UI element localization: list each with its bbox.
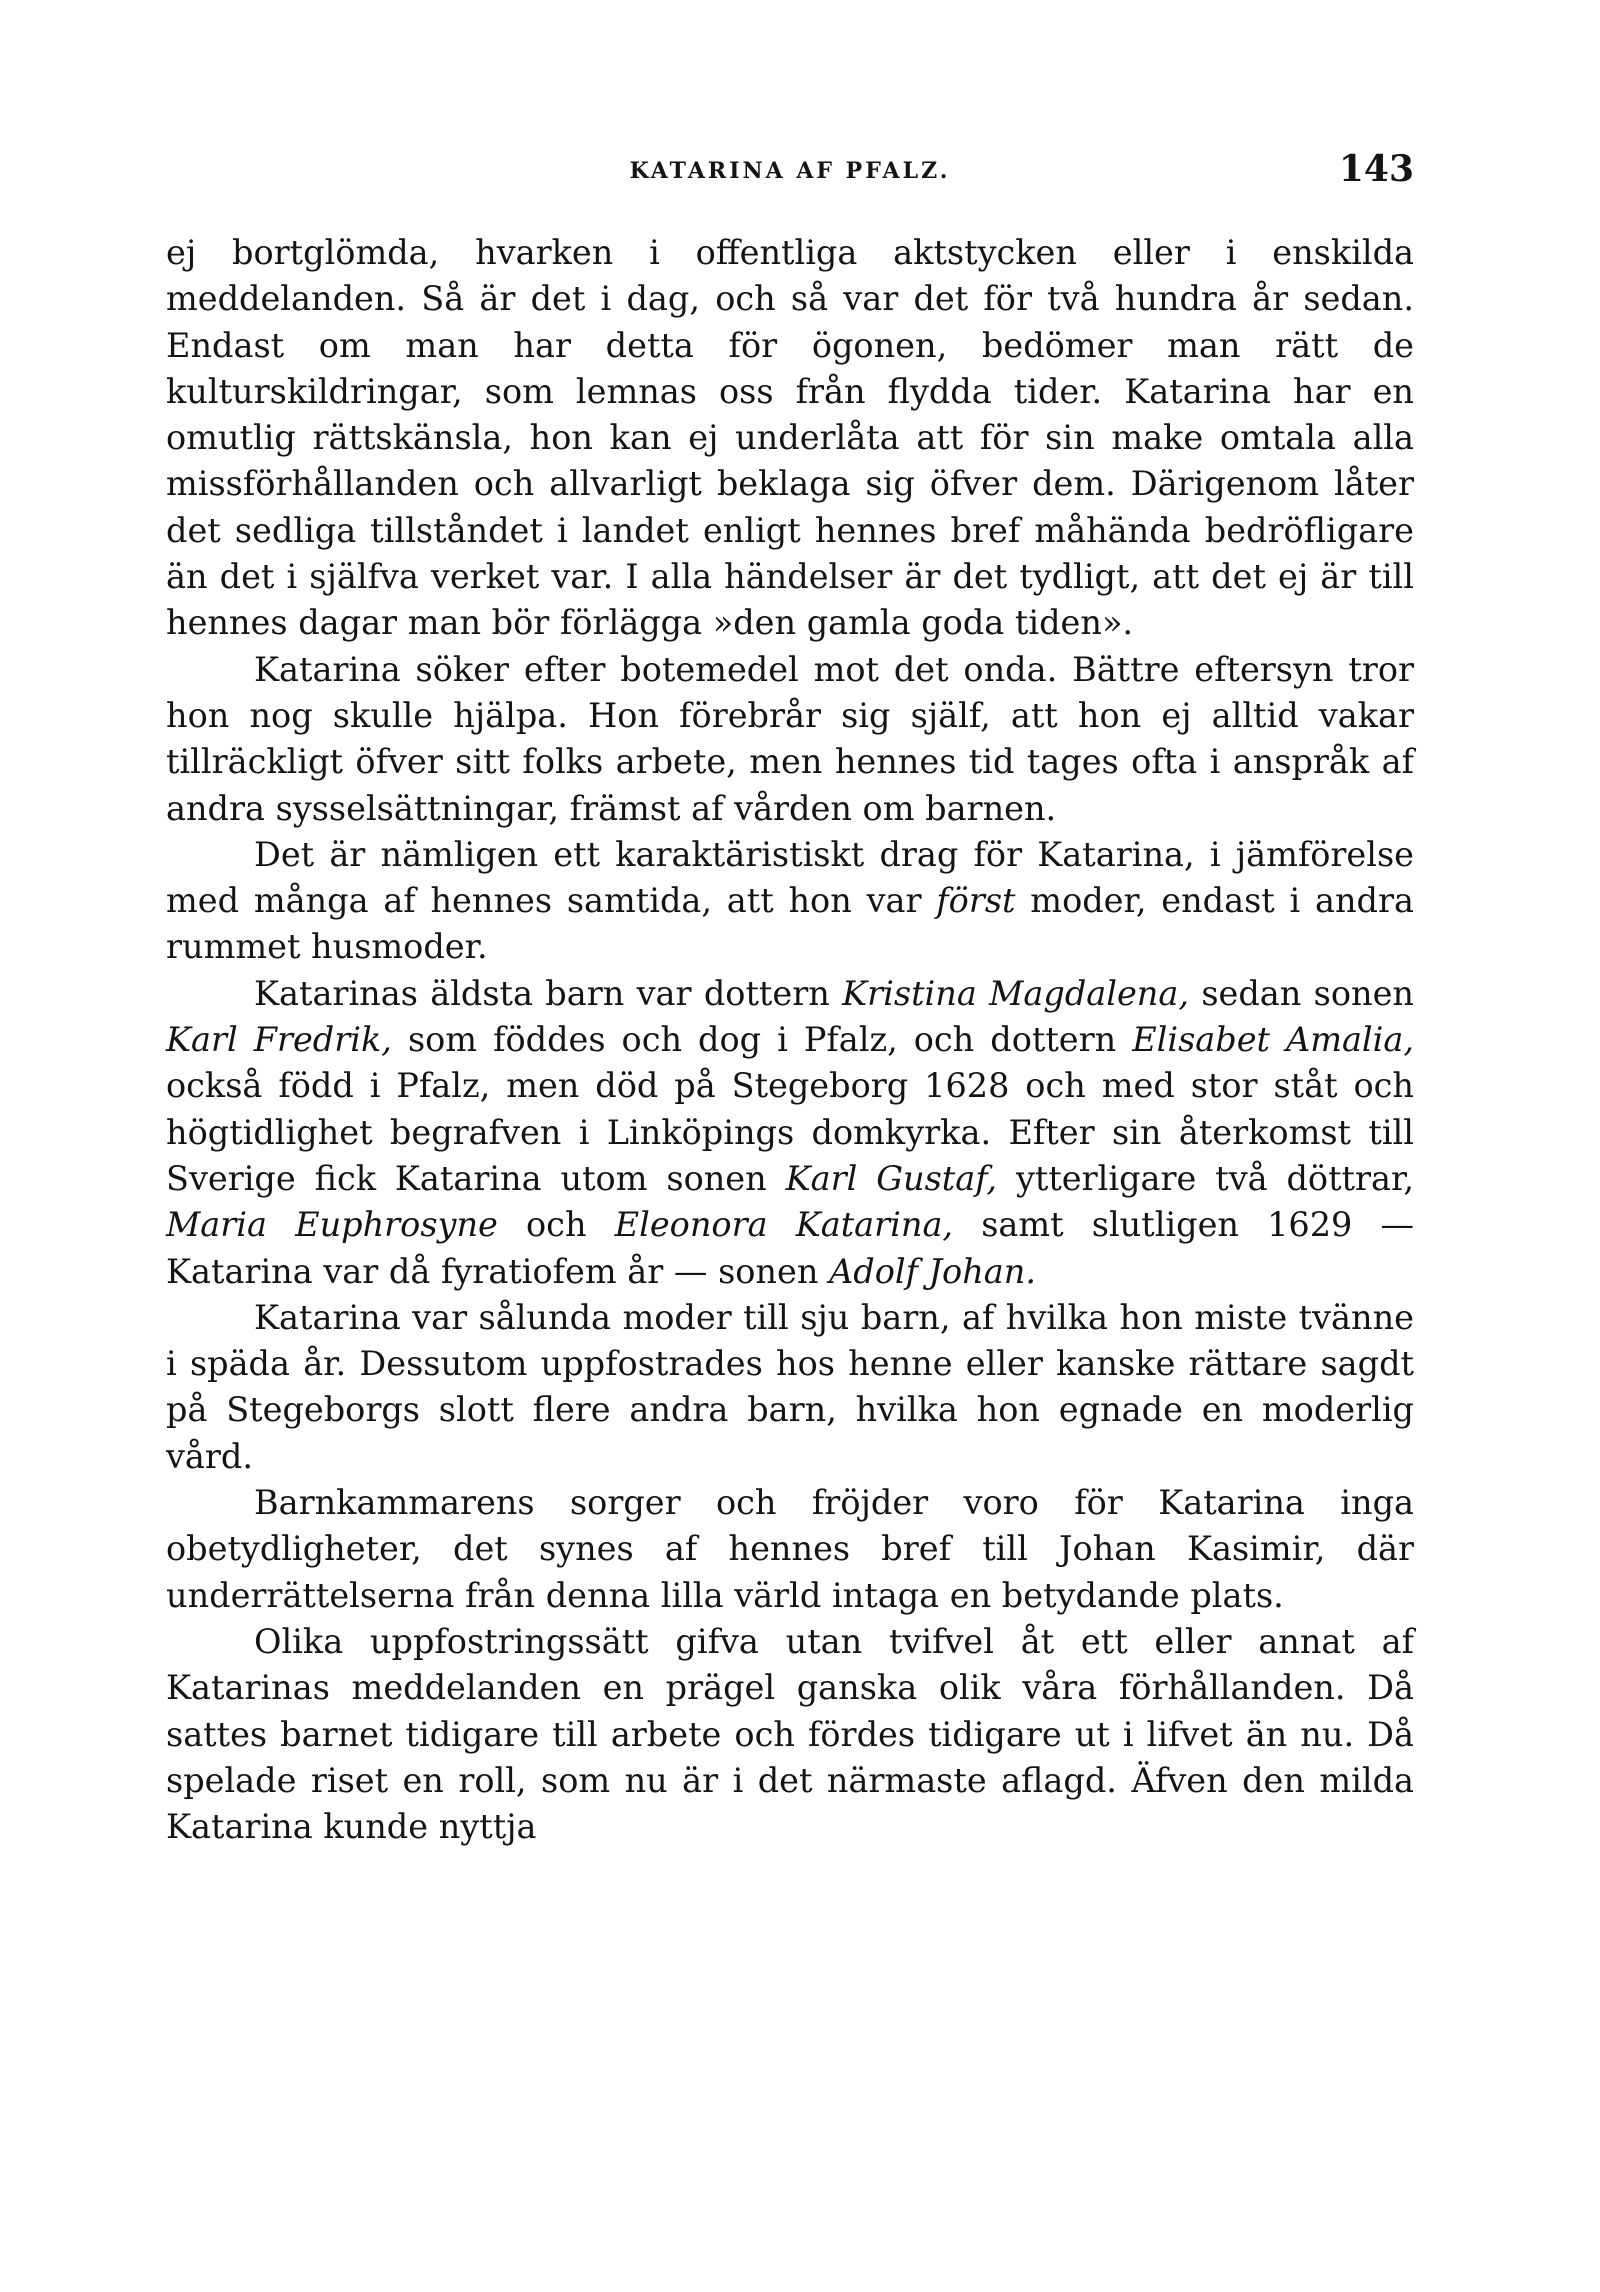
paragraph bbox=[166, 1480, 1414, 1619]
page-number: 143 bbox=[1338, 148, 1414, 190]
text-run: Barnkammarens sorger och fröjder voro för Katarina inga obetydligheter, det synes af hennes bref till Johan Kasimir, där underrättelserna från denna lilla värld intaga en betydande plats. bbox=[166, 1483, 1414, 1615]
text-run: ytterligare två döttrar, bbox=[997, 1158, 1414, 1198]
paragraph bbox=[166, 832, 1414, 971]
italic-name: Maria Euphrosyne bbox=[166, 1205, 498, 1245]
italic-name: Karl Fredrik, bbox=[166, 1020, 392, 1060]
italic-name: Eleonora Katarina, bbox=[614, 1205, 954, 1245]
paragraph bbox=[166, 1619, 1414, 1850]
text-run: ej bortglömda, hvarken i offentliga aktstycken eller i enskilda meddelanden. Så är det i dag, och så var det för två hundra år sedan. Endast om man har detta för ögonen, bedömer man rätt de kulturskildringar, som lemnas oss från flydda tider. Katarina har en omutlig rättskänsla, hon kan ej underlåta att för sin make omtala alla missförhållanden och allvarligt beklaga sig öfver dem. Därigenom låter det sedliga tillståndet i landet enligt hennes bref måhända bedröfligare än det i själfva verket var. I alla händelser är det tydligt, att det ej är till hennes dagar man bör förlägga »den gamla goda tiden». bbox=[166, 233, 1414, 643]
running-head bbox=[166, 148, 1414, 198]
italic-name: Adolf Johan. bbox=[829, 1251, 1037, 1291]
italic-name: Kristina Magdalena, bbox=[842, 973, 1189, 1013]
running-title: KATARINA AF PFALZ. bbox=[629, 158, 951, 184]
paragraph bbox=[166, 230, 1414, 647]
text-run: och bbox=[497, 1205, 615, 1245]
text-run: också född i Pfalz, men död på Stegeborg 1628 och med stor ståt och högtidlighet begrafven i Linköpings domkyrka. Efter sin återkomst till Sverige fick Katarina utom sonen bbox=[166, 1066, 1414, 1198]
text-run: sedan sonen bbox=[1189, 973, 1414, 1013]
text-run: som föddes och dog i Pfalz, och dottern bbox=[391, 1020, 1133, 1060]
text-run: Katarina var sålunda moder till sju barn, af hvilka hon miste tvänne i späda år. Dessutom uppfostrades hos henne eller kanske rättare sagdt på Stegeborgs slott flere andra barn, hvilka hon egnade en moderlig vård. bbox=[166, 1297, 1414, 1476]
text-run: Olika uppfostringssätt gifva utan tvifvel åt ett eller annat af Katarinas meddelanden en prägel ganska olik våra förhållanden. Då sattes barnet tidigare till arbete och fördes tidigare ut i lifvet än nu. Då spelade riset en roll, som nu är i det närmaste aflagd. Äfven den milda Katarina kunde nyttja bbox=[166, 1621, 1414, 1847]
italic-name: Elisabet Amalia, bbox=[1132, 1020, 1414, 1060]
body-text bbox=[166, 230, 1414, 1850]
text-run: moder, endast i andra rummet husmoder. bbox=[166, 881, 1414, 967]
text-run: Katarinas äldsta barn var dottern bbox=[254, 973, 843, 1013]
text-run: samt slutligen 1629 — Katarina var då fyratiofem år — sonen bbox=[166, 1205, 1415, 1291]
paragraph bbox=[166, 971, 1414, 1295]
text-run: Det är nämligen ett karaktäristiskt drag för Katarina, i jämförelse med många af hennes samtida, att hon var bbox=[166, 834, 1414, 921]
paragraph bbox=[166, 1295, 1414, 1480]
italic-name: först bbox=[936, 881, 1016, 921]
paragraph bbox=[166, 647, 1414, 832]
italic-name: Karl Gustaf, bbox=[785, 1158, 998, 1198]
text-run: Katarina söker efter botemedel mot det onda. Bättre eftersyn tror hon nog skulle hjälpa. Hon förebrår sig själf, att hon ej alltid vakar tillräckligt öfver sitt folks arbete, men hennes tid tages ofta i anspråk af andra sysselsättningar, främst af vården om barnen. bbox=[166, 649, 1414, 828]
